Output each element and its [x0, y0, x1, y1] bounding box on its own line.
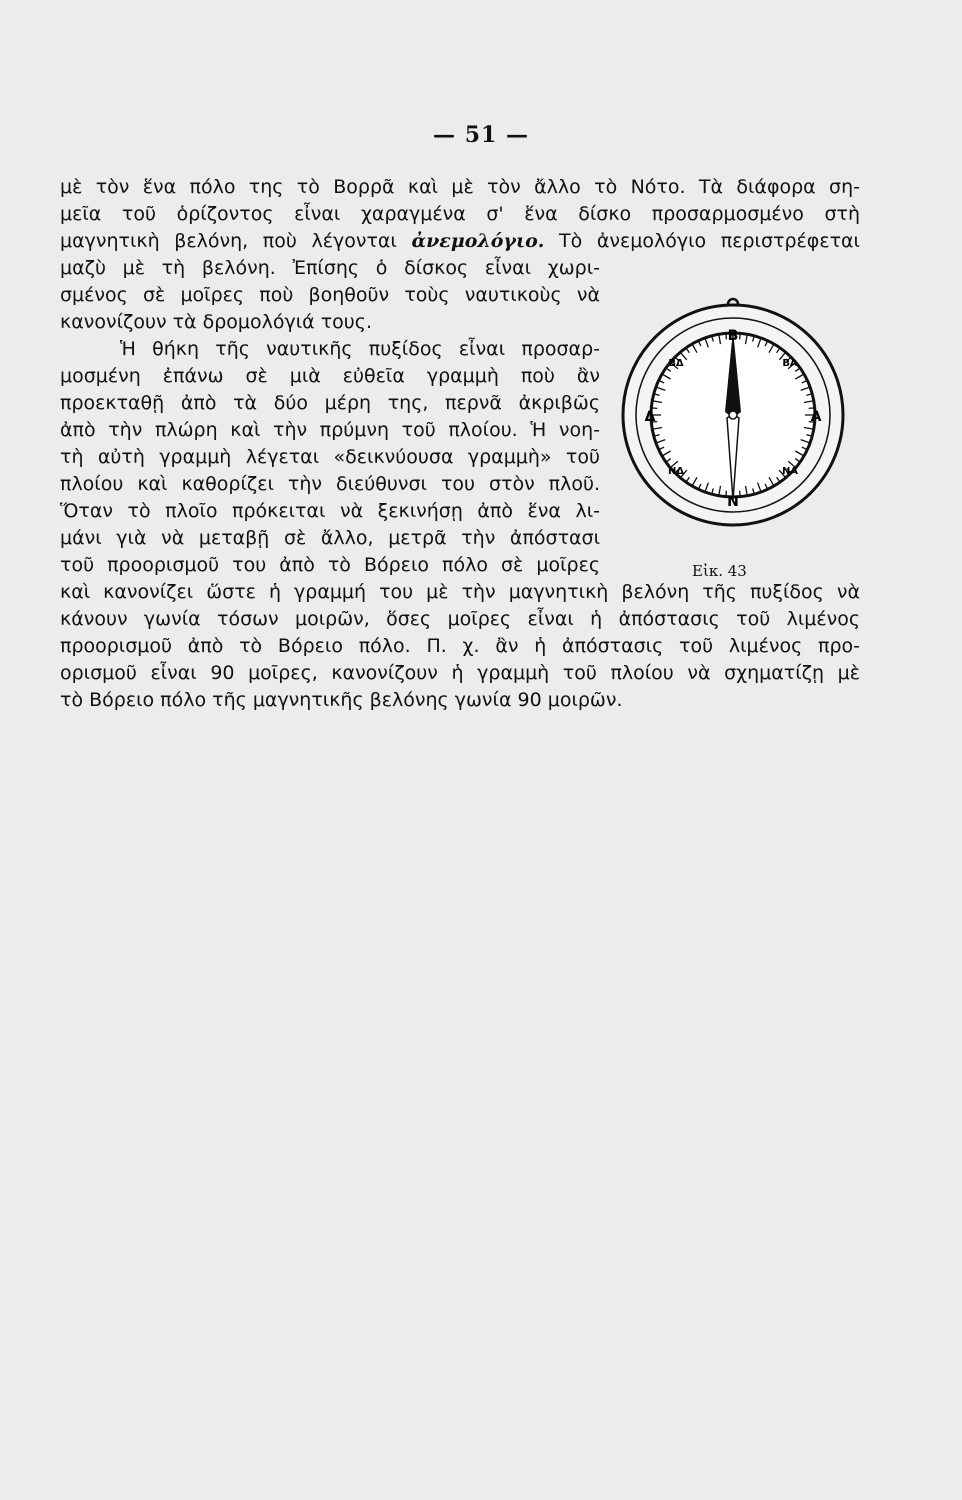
text-line: τὴ αὐτὴ γραμμὴ λέγεται «δεικνύουσα γραμμὴ» τοῦ	[60, 446, 600, 468]
text-line: ορισμοῦ εἶναι 90 μοῖρες, κανονίζουν ἡ γραμμὴ τοῦ πλοίου νὰ σχηματίζῃ μὲ	[60, 662, 860, 684]
term-anemologio: ἀνεμολόγιο.	[411, 230, 545, 252]
text-line: Ἡ θήκη τῆς ναυτικῆς πυξίδος εἶναι προσαρ-	[120, 338, 600, 360]
text-line: καὶ κανονίζει ὥστε ἡ γραμμή του μὲ τὴν μαγνητικὴ βελόνη τῆς πυξίδος νὰ	[60, 581, 860, 603]
label-southwest: ΝΔ	[667, 466, 685, 477]
text-line: τοῦ προορισμοῦ του ἀπὸ τὸ Βόρειο πόλο σὲ μοῖρες	[60, 554, 600, 576]
text-line: μοσμένη ἐπάνω σὲ μιὰ εὐθεῖα γραμμὴ ποὺ ἂν	[60, 365, 600, 387]
text-line: σμένος σὲ μοῖρες ποὺ βοηθοῦν τοὺς ναυτικοὺς νὰ	[60, 284, 600, 306]
text-line-end: Τὸ ἀνεμολόγιο περιστρέφεται	[559, 230, 860, 252]
page-number: — 51 —	[433, 122, 529, 148]
compass-figure	[608, 280, 858, 540]
text-line: κάνουν γωνία τόσων μοιρῶν, ὅσες μοῖρες εἶναι ἡ ἀπόστασις τοῦ λιμένος	[60, 608, 860, 630]
text-line: πλοίου καὶ καθορίζει τὴν διεύθυνσι του στὸν πλοῦ.	[60, 473, 600, 495]
figure-caption: Εἰκ. 43	[692, 562, 747, 580]
text-line: μὲ τὸν ἕνα πόλο της τὸ Βορρᾶ καὶ μὲ τὸν ἄλλο τὸ Νότο. Τὰ διάφορα ση-	[60, 176, 860, 198]
text-line: μάνι γιὰ νὰ μεταβῇ σὲ ἄλλο, μετρᾶ τὴν ἀπόστασι	[60, 527, 600, 549]
label-northeast: ΒΑ	[782, 358, 798, 369]
text-line: προεκταθῇ ἀπὸ τὰ δύο μέρη της, περνᾶ ἀκριβῶς	[60, 392, 600, 414]
text-line: Ὅταν τὸ πλοῖο πρόκειται νὰ ξεκινήσῃ ἀπὸ ἕνα λι-	[60, 500, 600, 522]
text-line: τὸ Βόρειο πόλο τῆς μαγνητικῆς βελόνης γωνία 90 μοιρῶν.	[60, 689, 623, 711]
label-west: Δ	[644, 409, 656, 425]
text-line-start: μαγνητικὴ βελόνη, ποὺ λέγονται	[60, 230, 397, 252]
text-line: μεῖα τοῦ ὁρίζοντος εἶναι χαραγμένα σ' ἕνα δίσκο προσαρμοσμένο στὴ	[60, 203, 860, 225]
text-line: προορισμοῦ ἀπὸ τὸ Βόρειο πόλο. Π. χ. ἂν ἡ ἀπόστασις τοῦ λιμένος προ-	[60, 635, 860, 657]
text-line: κανονίζουν τὰ δρομολόγιά τους.	[60, 311, 372, 333]
label-northwest: ΒΔ	[668, 358, 684, 369]
text-line	[60, 228, 860, 255]
label-north: Β	[727, 328, 739, 344]
degree-tick	[726, 333, 727, 339]
degree-tick	[740, 333, 741, 339]
degree-tick	[740, 491, 741, 497]
needle-pivot	[729, 411, 737, 419]
text-line: ἀπὸ τὴν πλώρη καὶ τὴν πρύμνη τοῦ πλοίου. Ἡ νοη-	[60, 419, 600, 441]
label-south: Ν	[727, 494, 739, 510]
label-east: Α	[810, 409, 822, 425]
text-line: μαζὺ μὲ τὴ βελόνη. Ἐπίσης ὁ δίσκος εἶναι χωρι-	[60, 257, 600, 279]
label-southeast: ΝΑ	[781, 466, 799, 477]
